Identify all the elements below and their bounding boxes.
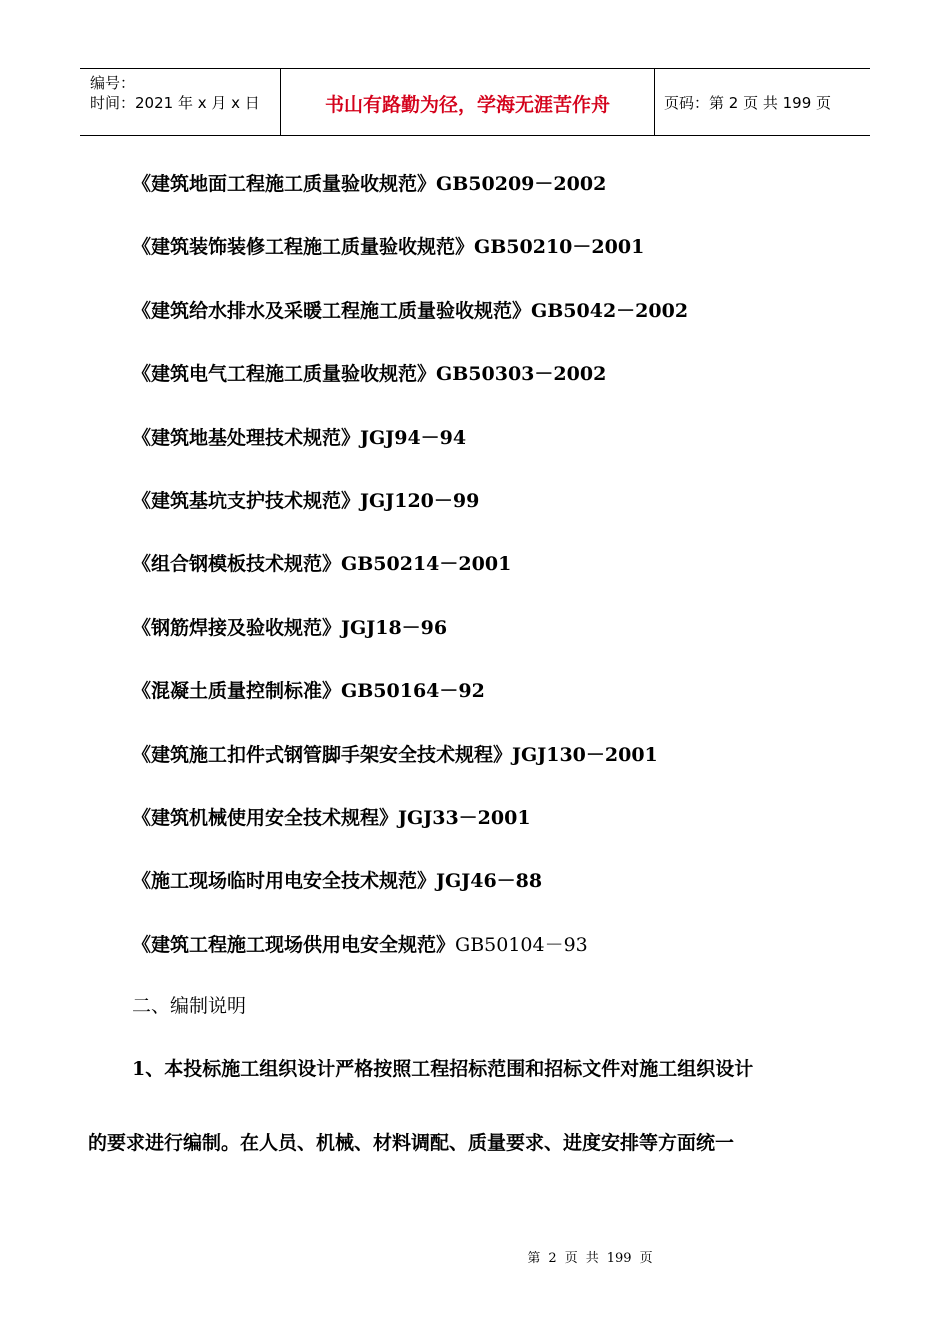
reference-code: JGJ94－94 [360,427,467,449]
reference-item [132,869,542,893]
footer-prefix: 第 [527,1251,541,1266]
reference-code: GB50303－2002 [436,363,607,385]
reference-title: 《钢筋焊接及验收规范》 [132,617,342,639]
reference-title: 《建筑工程施工现场供用电安全规范》 [132,934,456,956]
footer-total-prefix: 共 [585,1251,599,1266]
header-motto: 书山有路勤为径，学海无涯苦作舟 [281,69,655,135]
reference-code: JGJ46－88 [436,870,543,892]
section-heading: 二、编制说明 [132,995,247,1017]
reference-code: GB5042－2002 [531,300,689,322]
reference-title: 《建筑地面工程施工质量验收规范》 [132,173,437,195]
reference-code: GB50164－92 [341,680,485,702]
footer-page: 2 [548,1251,557,1266]
reference-code: JGJ130－2001 [512,744,658,766]
page-footer [0,1247,950,1266]
reference-code: JGJ120－99 [360,490,480,512]
header-page-info: 页码：第 2 页 共 199 页 [664,93,832,112]
reference-item [132,299,688,323]
footer-page-unit: 页 [564,1251,578,1266]
reference-title: 《建筑机械使用安全技术规程》 [132,807,399,829]
reference-code: GB50214－2001 [341,553,512,575]
reference-item [132,489,479,513]
reference-title: 《建筑地基处理技术规范》 [132,427,361,449]
reference-item [132,235,644,259]
reference-title: 《建筑给水排水及采暖工程施工质量验收规范》 [132,300,532,322]
paragraph-line-1: 1、本投标施工组织设计严格按照工程招标范围和招标文件对施工组织设计 [132,1058,754,1080]
reference-item [132,362,606,386]
reference-title: 《建筑装饰装修工程施工质量验收规范》 [132,236,475,258]
reference-code: JGJ33－2001 [398,807,531,829]
reference-title: 《组合钢模板技术规范》 [132,553,342,575]
reference-item [132,679,485,703]
reference-item [132,616,447,640]
reference-title: 《混凝土质量控制标准》 [132,680,342,702]
reference-code: GB50210－2001 [474,236,645,258]
reference-item [132,552,511,576]
reference-title: 《建筑施工扣件式钢管脚手架安全技术规程》 [132,744,513,766]
reference-title: 《建筑电气工程施工质量验收规范》 [132,363,437,385]
footer-total: 199 [606,1251,632,1266]
reference-item [132,743,658,767]
paragraph-line-2: 的要求进行编制。在人员、机械、材料调配、质量要求、进度安排等方面统一 [88,1132,735,1154]
reference-code: JGJ18－96 [341,617,448,639]
reference-item [132,933,588,957]
time-label: 时间：2021 年 x 月 x 日 [90,94,260,112]
footer-total-unit: 页 [639,1251,653,1266]
reference-item [132,806,531,830]
reference-item [132,172,606,196]
reference-title: 《建筑基坑支护技术规范》 [132,490,361,512]
reference-code: GB50104－93 [455,934,588,956]
reference-item [132,426,466,450]
reference-title: 《施工现场临时用电安全技术规范》 [132,870,437,892]
number-label: 编号： [90,74,136,92]
header-meta [80,69,281,135]
reference-code: GB50209－2002 [436,173,607,195]
page-header [80,68,870,136]
